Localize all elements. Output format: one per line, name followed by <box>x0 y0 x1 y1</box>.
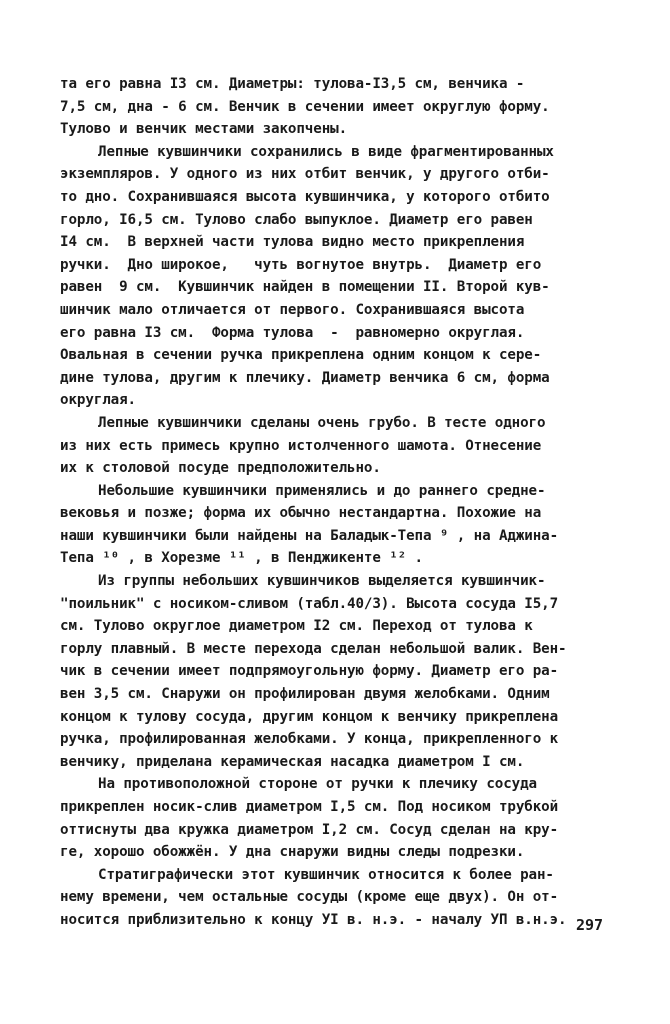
text-line: наши кувшинчики были найдены на Баладык-Тепа ⁹ , на Аджина- <box>60 527 559 544</box>
text-line: округлая. <box>60 392 136 409</box>
page-number: 297 <box>576 916 604 934</box>
text-line: 7,5 см, дна - 6 см. Венчик в сечении имеет округлую форму. <box>60 98 550 115</box>
text-line: "поильник" с носиком-сливом (табл.40/3). Высота сосуда I5,7 <box>60 595 559 612</box>
paragraph-start-line: Небольшие кувшинчики применялись и до раннего средне- <box>98 482 546 499</box>
text-line: Овальная в сечении ручка прикреплена одним концом к сере- <box>60 347 542 364</box>
text-line: см. Тулово округлое диаметром I2 см. Переход от тулова к <box>60 618 533 635</box>
text-line: ге, хорошо обожжён. У дна снаружи видны следы подрезки. <box>60 844 525 861</box>
text-line: Тепа ¹⁰ , в Хорезме ¹¹ , в Пенджикенте ¹² . <box>60 550 423 567</box>
paragraph-start-line: Стратиграфически этот кувшинчик относится к более ран- <box>98 866 554 883</box>
text-line: из них есть примесь крупно истолченного шамота. Отнесение <box>60 437 542 454</box>
text-line: нему времени, чем остальные сосуды (кроме еще двух). Он от- <box>60 889 559 906</box>
text-line: то дно. Сохранившаяся высота кувшинчика, у которого отбито <box>60 188 550 205</box>
paragraph-start-line: Лепные кувшинчики сделаны очень грубо. В тесте одного <box>98 414 546 431</box>
text-line: вен 3,5 см. Снаружи он профилирован двумя желобками. Одним <box>60 686 550 703</box>
body-text <box>60 73 630 932</box>
text-line: горло, I6,5 см. Тулово слабо выпуклое. Диаметр его равен <box>60 211 533 228</box>
text-line: оттиснуты два кружка диаметром I,2 см. Сосуд сделан на кру- <box>60 821 559 838</box>
text-line: венчику, приделана керамическая насадка диаметром I см. <box>60 753 525 770</box>
text-line: дине тулова, другим к плечику. Диаметр венчика 6 см, форма <box>60 369 550 386</box>
text-line: вековья и позже; форма их обычно нестандартна. Похожие на <box>60 505 542 522</box>
text-line: ручка, профилированная желобками. У конца, прикрепленного к <box>60 731 559 748</box>
text-line: Тулово и венчик местами закопчены. <box>60 121 348 138</box>
text-line: шинчик мало отличается от первого. Сохранившаяся высота <box>60 301 525 318</box>
text-line: ручки. Дно широкое, чуть вогнутое внутрь. Диаметр его <box>60 256 542 273</box>
paragraph-start-line: Лепные кувшинчики сохранились в виде фрагментированных <box>98 143 554 160</box>
text-line: чик в сечении имеет подпрямоугольную форму. Диаметр его ра- <box>60 663 559 680</box>
text-line: его равна I3 см. Форма тулова - равномерно округлая. <box>60 324 525 341</box>
paragraph-start-line: На противоположной стороне от ручки к плечику сосуда <box>98 776 537 793</box>
text-line: прикреплен носик-слив диаметром I,5 см. Под носиком трубкой <box>60 799 559 815</box>
paragraph-start-line: Из группы небольших кувшинчиков выделяется кувшинчик- <box>98 573 546 590</box>
text-line: концом к тулову сосуда, другим концом к венчику прикреплена <box>60 708 559 725</box>
text-line: носится приблизительно к концу УI в. н.э. - началу УП в.н.э. <box>60 911 567 928</box>
text-line: I4 см. В верхней части тулова видно место прикрепления <box>60 234 525 251</box>
text-line: равен 9 см. Кувшинчик найден в помещении II. Второй кув- <box>60 279 550 296</box>
text-line: горлу плавный. В месте перехода сделан небольшой валик. Вен- <box>60 640 567 657</box>
text-line: их к столовой посуде предположительно. <box>60 460 381 477</box>
text-line: та его равна I3 см. Диаметры: тулова-I3,5 см, венчика - <box>60 76 525 92</box>
text-line: экземпляров. У одного из них отбит венчик, у другого отби- <box>60 166 550 183</box>
